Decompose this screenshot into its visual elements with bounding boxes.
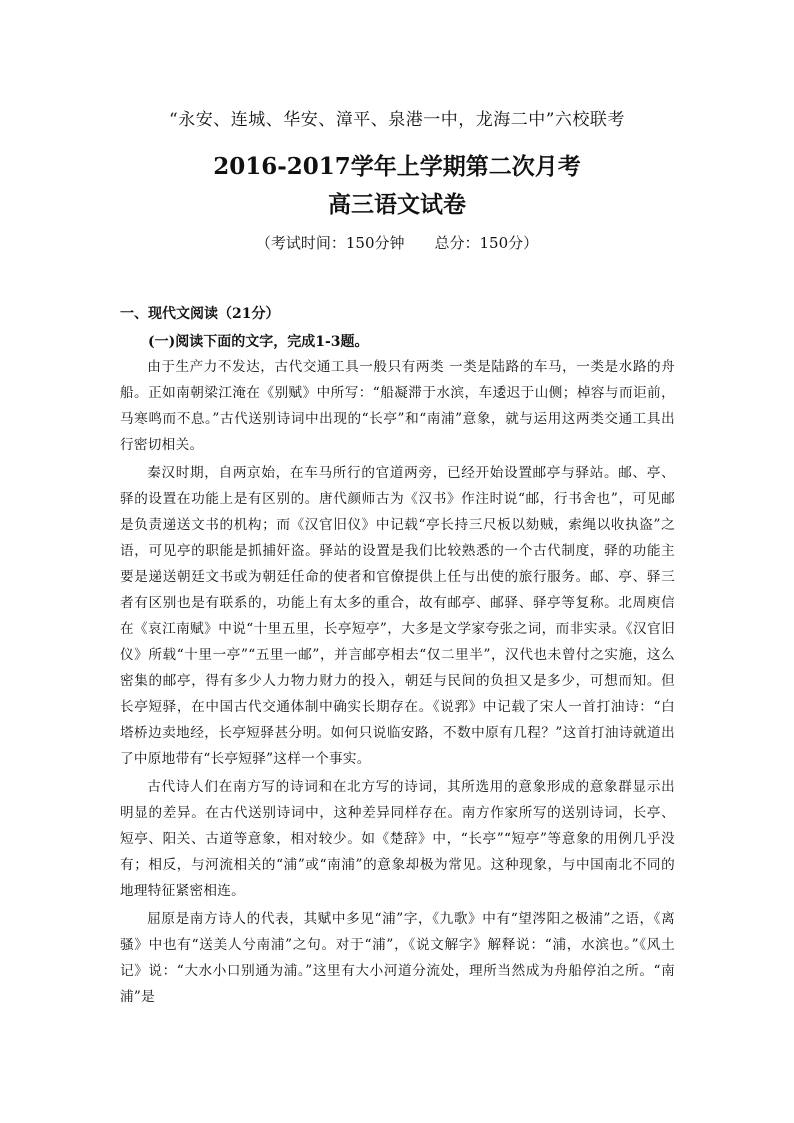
paragraph: 屈原是南方诗人的代表，其赋中多见“浦”字，《九歌》中有“望涔阳之极浦”之语，《离骚》中也有“送美人兮南浦”之句。对于“浦”，《说文解字》解释说：“浦，水滨也。”《风土记》说：“大水小口别通为浦。”这里有大小河道分流处，理所当然成为舟船停泊之所。“南浦”是 xyxy=(120,911,675,1005)
paper-title: 高三语文试卷 xyxy=(328,191,466,218)
subsection-heading: (一)阅读下面的文字，完成1-3题。 xyxy=(148,334,369,350)
section-heading: 一、现代文阅读（21分） xyxy=(120,306,280,322)
paragraph: 秦汉时期，自两京始，在车马所行的官道两旁，已经开始设置邮亭与驿站。邮、亭、驿的设置在功能上是有区别的。唐代颜师古为《汉书》作注时说“邮，行书舍也”，可见邮是负责递送文书的机构；而《汉官旧仪》中记载“亭长持三尺板以劾贼，索绳以收执盗”之语，可见亭的职能是抓捕奸盗。驿站的设置是我们比较熟悉的一个古代制度，驿的功能主要是递送朝廷文书或为朝廷任命的使者和官僚提供上任与出使的旅行服务。邮、亭、驿三者有区别也是有联系的，功能上有太多的重合，故有邮亭、邮驿、驿亭等复称。北周庾信在《哀江南赋》中说“十里五里，长亭短亭”，大多是文学家夸张之词，而非实录。《汉官旧仪》所载“十里一亭”“五里一邮”，并言邮亭相去“仅二里半”，汉代也未曾付之实施，这么密集的邮亭，得有多少人力物力财力的投入，朝廷与民间的负担又是多少，可想而知。但长亭短驿，在中国古代交通体制中确实长期存在。《说郛》中记载了宋人一首打油诗：“白塔桥边卖地经，长亭短驿甚分明。如何只说临安路，不数中原有几程？”这首打油诗就道出了中原地带有“长亭短驿”这样一个事实。 xyxy=(120,465,675,767)
exam-title: 2016-2017学年上学期第二次月考 xyxy=(213,153,581,180)
paragraph: 由于生产力不发达，古代交通工具一般只有两类 一类是陆路的车马，一类是水路的舟船。正如南朝梁江淹在《别赋》中所写：“船凝滞于水滨，车逶迟于山侧；棹容与而讵前，马寒鸣而不息。”古代送别诗词中出现的“长亭”和“南浦”意象，就与运用这两类交通工具出行密切相关。 xyxy=(120,359,675,453)
schools-line: “永安、连城、华安、漳平、泉港一中，龙海二中”六校联考 xyxy=(169,110,625,130)
paragraph: 古代诗人们在南方写的诗词和在北方写的诗词，其所选用的意象形成的意象群显示出明显的差异。在古代送别诗词中，这种差异同样存在。南方作家所写的送别诗词，长亭、短亭、阳关、古道等意象，相对较少。如《楚辞》中，“长亭”“短亭”等意象的用例几乎没有；相反，与河流相关的“浦”或“南浦”的意象却极为常见。这种现象，与中国南北不同的地理特征紧密相连。 xyxy=(120,779,675,899)
reading-passage xyxy=(120,354,675,1012)
exam-info: （考试时间：150分钟 总分：150分） xyxy=(255,234,539,252)
